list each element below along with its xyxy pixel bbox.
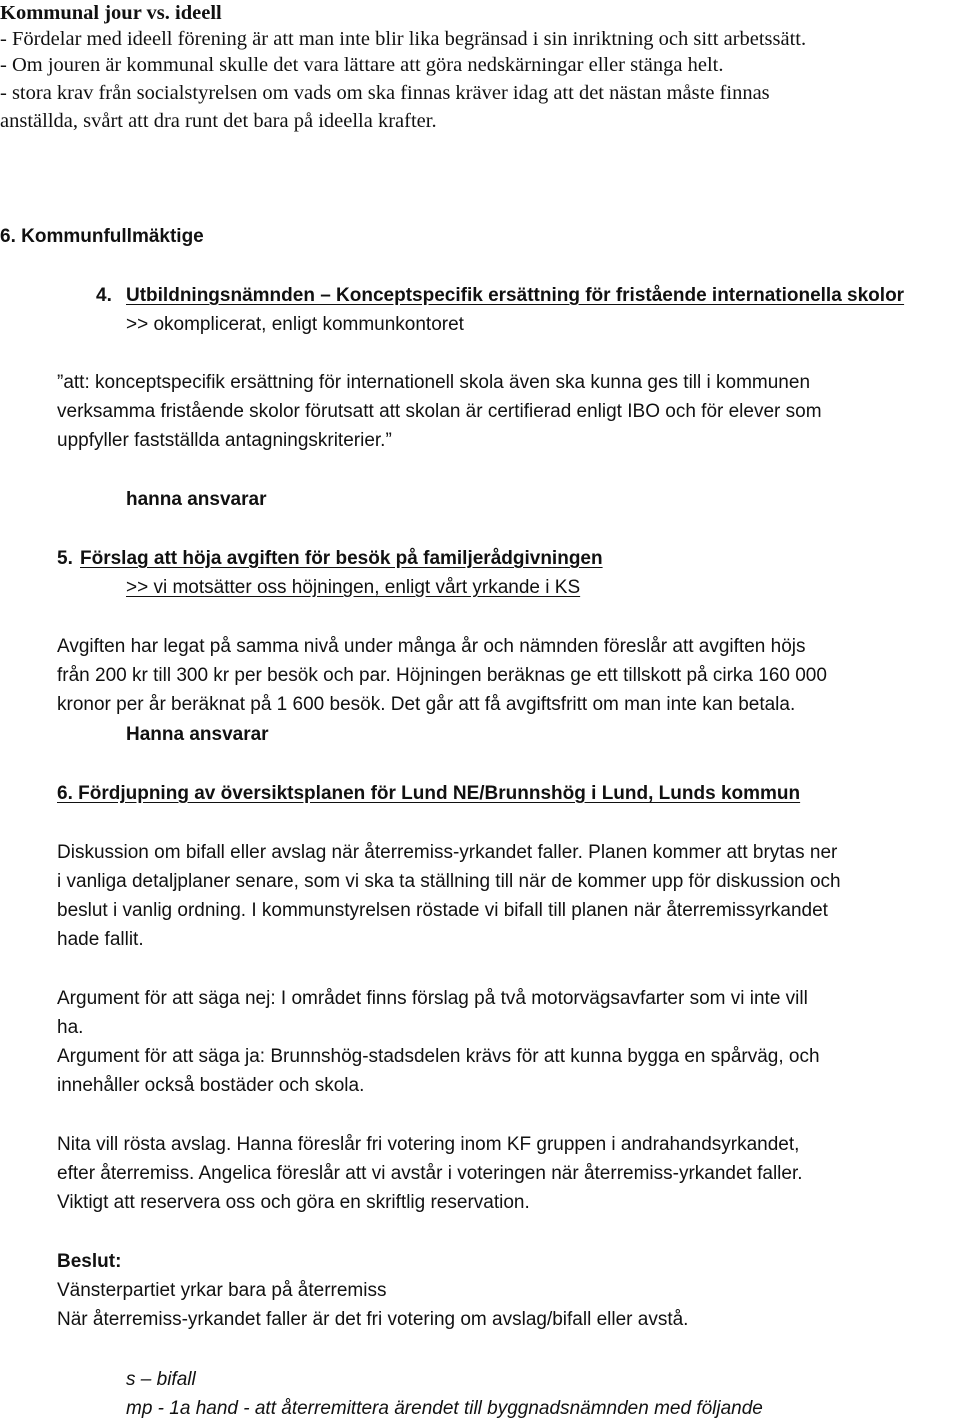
item4-title: Utbildningsnämnden – Konceptspecifik ersättning för fristående internationella skolor xyxy=(126,285,905,306)
intro-line: anställda, svårt att dra runt det bara på ideella krafter. xyxy=(0,110,437,132)
item6-para1-line: Diskussion om bifall eller avslag när återremiss-yrkandet faller. Planen kommer att brytas ner xyxy=(57,842,838,863)
vote-line: mp - 1a hand - att återremittera ärendet till byggnadsnämnden med följande xyxy=(126,1398,763,1419)
item5-note: >> vi motsätter oss höjningen, enligt vårt yrkande i KS xyxy=(126,577,581,598)
item4-note: >> okomplicerat, enligt kommunkontoret xyxy=(126,314,464,335)
item6-para1-line: i vanliga detaljplaner senare, som vi ska ta ställning till när de kommer upp för diskussion och xyxy=(57,871,841,892)
item6-para2-line: innehåller också bostäder och skola. xyxy=(57,1075,365,1096)
item5-body-line: Avgiften har legat på samma nivå under många år och nämnden föreslår att avgiften höjs xyxy=(57,636,806,657)
intro-line: - Om jouren är kommunal skulle det vara lättare att göra nedskärningar eller stänga helt. xyxy=(0,54,724,76)
item6-para2-line: Argument för att säga nej: I området finns förslag på två motorvägsavfarter som vi inte vill xyxy=(57,988,808,1009)
item6-title: 6. Fördjupning av översiktsplanen för Lund NE/Brunnshög i Lund, Lunds kommun xyxy=(57,783,801,804)
item5-responsible: Hanna ansvarar xyxy=(126,724,269,745)
decision-line: Vänsterpartiet yrkar bara på återremiss xyxy=(57,1280,387,1301)
item4-quote-line: ”att: konceptspecifik ersättning för internationell skola även ska kunna ges till i kommunen xyxy=(57,372,811,393)
decision-line: När återremiss-yrkandet faller är det fri votering om avslag/bifall eller avstå. xyxy=(57,1309,689,1330)
item6-para1-line: beslut i vanlig ordning. I kommunstyrelsen röstade vi bifall till planen när återremissyrkandet xyxy=(57,900,828,921)
item6-para3-line: Nita vill rösta avslag. Hanna föreslår fri votering inom KF gruppen i andrahandsyrkandet, xyxy=(57,1134,800,1155)
section-heading-kommunfullmaktige: 6. Kommunfullmäktige xyxy=(0,226,204,247)
item4-quote-line: verksamma fristående skolor förutsatt att skolan är certifierad enligt IBO och för elever som xyxy=(57,401,822,422)
item6-para3-line: Viktigt att reservera oss och göra en skriftlig reservation. xyxy=(57,1192,530,1213)
intro-line: - Fördelar med ideell förening är att man inte blir lika begränsad i sin inriktning och sitt arbetssätt. xyxy=(0,28,807,50)
item5-body-line: från 200 kr till 300 kr per besök och par. Höjningen beräknas ge ett tillskott på cirka 160 000 xyxy=(57,665,827,686)
decision-label: Beslut: xyxy=(57,1251,122,1272)
item6-para1-line: hade fallit. xyxy=(57,929,144,950)
item6-para3-line: efter återremiss. Angelica föreslår att vi avstår i voteringen när återremiss-yrkandet faller. xyxy=(57,1163,803,1184)
item5-body-line: kronor per år beräknat på 1 600 besök. Det går att få avgiftsfritt om man inte kan betala. xyxy=(57,694,796,715)
item6-para2-line: Argument för att säga ja: Brunnshög-stadsdelen krävs för att kunna bygga en spårväg, och xyxy=(57,1046,820,1067)
vote-line: s – bifall xyxy=(126,1369,196,1390)
intro-heading: Kommunal jour vs. ideell xyxy=(0,2,222,24)
item5-title: Förslag att höja avgiften för besök på familjerådgivningen xyxy=(80,548,603,569)
intro-line: - stora krav från socialstyrelsen om vads om ska finnas kräver idag att det nästan måste finnas xyxy=(0,82,770,104)
item5-number: 5. xyxy=(57,548,73,569)
item6-para2-line: ha. xyxy=(57,1017,84,1038)
item4-number: 4. xyxy=(96,285,112,306)
item4-quote-line: uppfyller fastställda antagningskriterier.” xyxy=(57,430,392,451)
item4-responsible: hanna ansvarar xyxy=(126,489,267,510)
